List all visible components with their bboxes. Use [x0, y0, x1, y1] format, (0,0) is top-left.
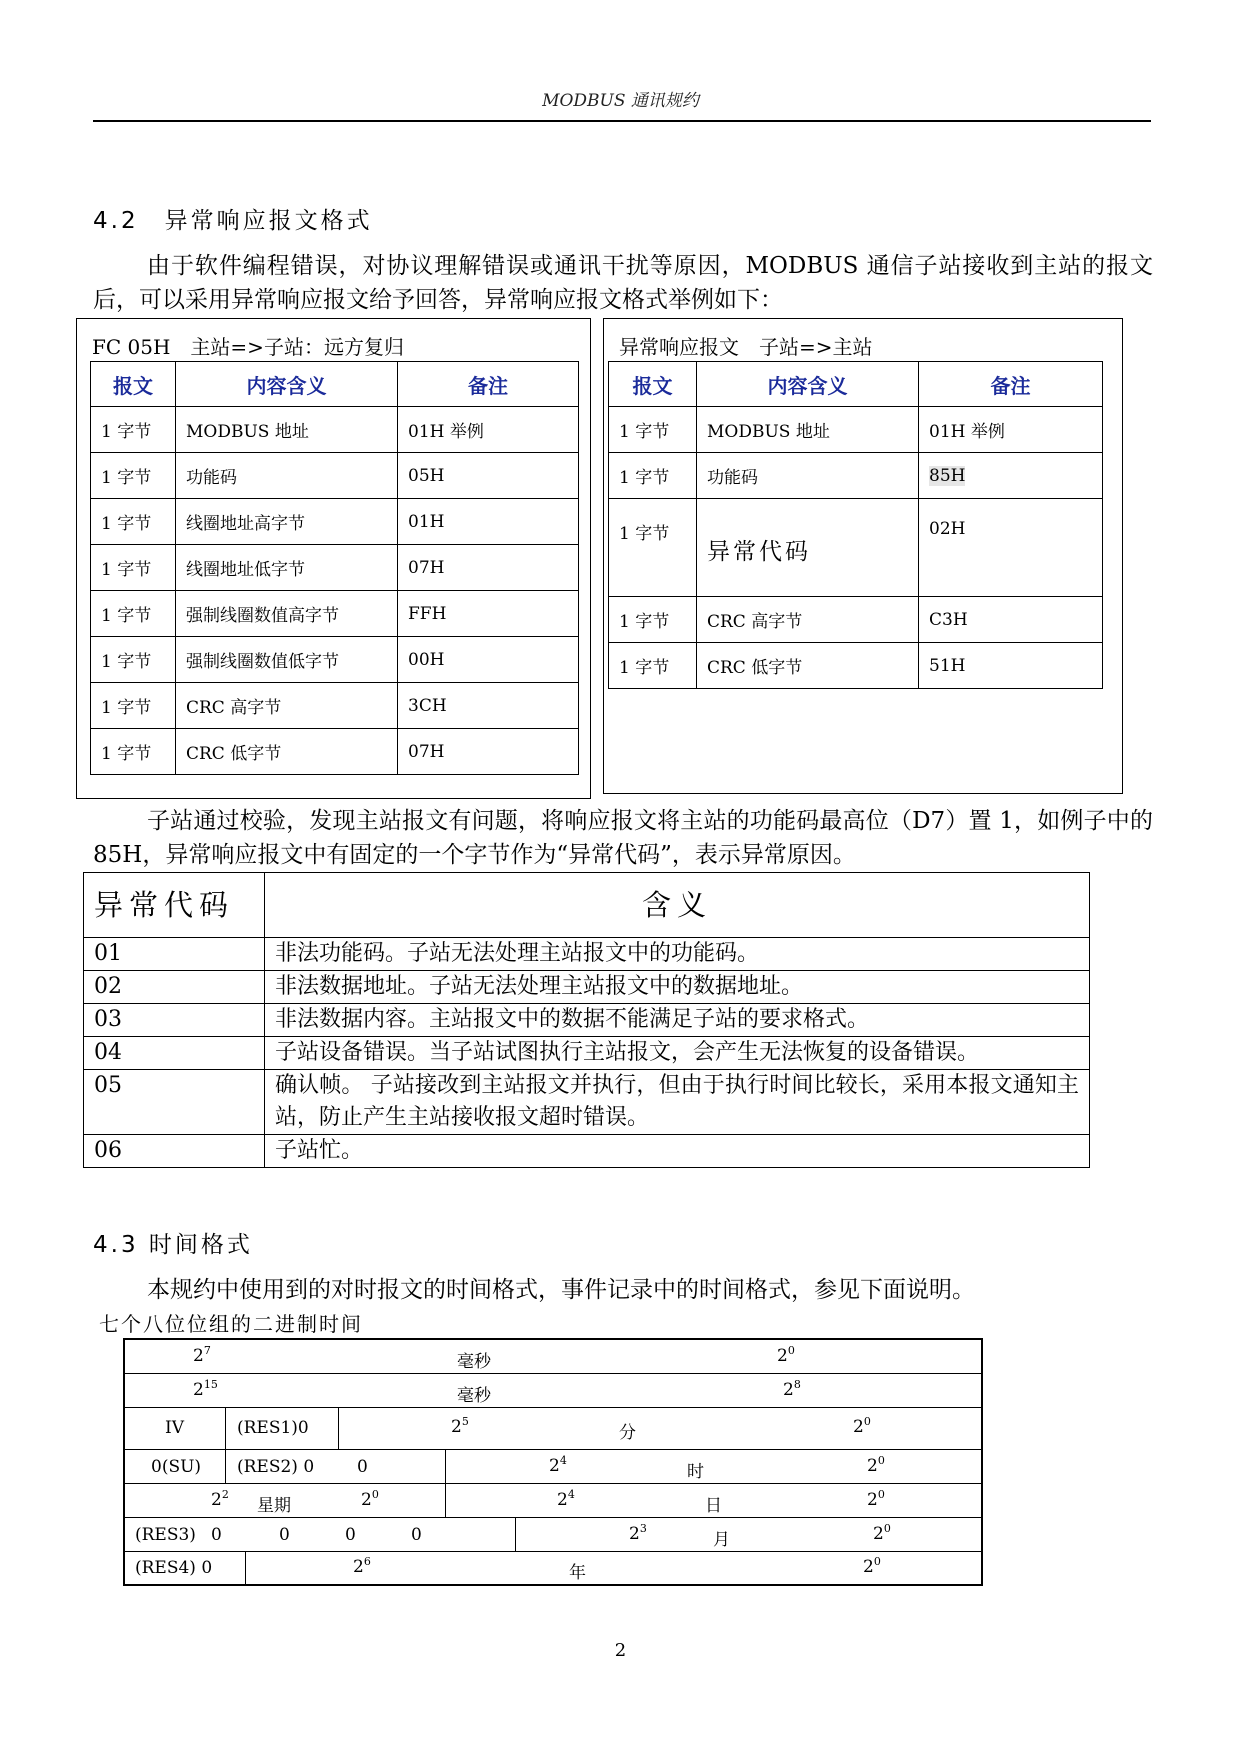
section-4-2-explanation: 子站通过校验，发现主站报文有问题，将响应报文将主站的功能码最高位（D7）置 1，如例子中的 85H，异常响应报文中有固定的一个字节作为“异常代码”，表示异常原因。 — [93, 808, 1153, 868]
cell: 1 字节 — [91, 591, 176, 637]
bit-low: $2^8$ — [783, 1378, 801, 1400]
code-cell: 02 — [84, 971, 265, 1004]
table-row — [609, 453, 1103, 499]
weekday-bit-high: $2^2$ — [211, 1488, 229, 1510]
cell: 1 字节 — [91, 499, 176, 545]
col-header-remark: 备注 — [919, 362, 1103, 407]
bit-high: $2^6$ — [353, 1555, 371, 1577]
table-row — [91, 407, 579, 453]
page-number: 2 — [614, 1640, 627, 1661]
cell: 51H — [919, 643, 1103, 689]
table-row — [609, 597, 1103, 643]
table-row — [609, 407, 1103, 453]
table-row — [91, 683, 579, 729]
exception-frame-box — [603, 318, 1123, 794]
reserved-bit: (RES3) — [135, 1525, 196, 1545]
bit-low: $2^0$ — [853, 1415, 871, 1437]
header-rule — [93, 120, 1151, 122]
table-row — [84, 1070, 1090, 1135]
meaning-cell: 确认帧。 子站接改到主站报文并执行，但由于执行时间比较长，采用本报文通知主站，防止产生主站接收报文超时错误。 — [265, 1070, 1090, 1135]
cell: 1 字节 — [91, 683, 176, 729]
time-row-month — [125, 1518, 981, 1552]
cell: 强制线圈数值高字节 — [176, 591, 398, 637]
code-cell: 06 — [84, 1135, 265, 1168]
exception-frame-title: 异常响应报文 子站=>主站 — [619, 335, 873, 359]
reserved-bit: 0 — [411, 1525, 422, 1545]
cell: 3CH — [398, 683, 579, 729]
section-4-3-heading: 4.3 时间格式 — [93, 1232, 253, 1258]
bit-high: $2^4$ — [549, 1454, 567, 1476]
cell: 1 字节 — [91, 637, 176, 683]
cell: 01H 举例 — [398, 407, 579, 453]
cell: 1 字节 — [609, 453, 697, 499]
col-header-meaning: 含义 — [265, 873, 1090, 938]
reserved-bit: 0 — [279, 1525, 290, 1545]
col-header-frame: 报文 — [91, 362, 176, 407]
table-header-row — [609, 362, 1103, 407]
highlighted-function-code: 85H — [929, 465, 966, 486]
reserved-bit: (RES1)0 — [237, 1418, 309, 1438]
section-4-2-intro: 由于软件编程错误，对协议理解错误或通讯干扰等原因，MODBUS 通信子站接收到主站的报文后，可以采用异常响应报文给予回答，异常响应报文格式举例如下： — [93, 253, 1153, 313]
summer-time-flag: 0(SU) — [151, 1457, 202, 1477]
table-header-row — [84, 873, 1090, 938]
cell: 线圈地址低字节 — [176, 545, 398, 591]
table-row — [84, 938, 1090, 971]
time-row-minute — [125, 1408, 981, 1450]
cell: 02H — [919, 499, 1103, 597]
bit-high: $2^7$ — [193, 1344, 211, 1366]
request-frame-table — [90, 361, 579, 775]
exception-frame-table — [608, 361, 1103, 689]
table-row — [91, 499, 579, 545]
time-format-caption: 七个八位位组的二进制时间 — [99, 1312, 363, 1336]
col-header-code: 异常代码 — [84, 873, 265, 938]
cell: 07H — [398, 729, 579, 775]
table-row — [91, 453, 579, 499]
field-label: 年 — [569, 1563, 586, 1583]
bit-low: $2^0$ — [873, 1522, 891, 1544]
reserved-bit: (RES4) 0 — [135, 1558, 213, 1578]
time-row-ms-high — [125, 1374, 981, 1408]
cell: 1 字节 — [91, 453, 176, 499]
cell: 1 字节 — [609, 407, 697, 453]
cell: C3H — [919, 597, 1103, 643]
cell: 功能码 — [697, 453, 919, 499]
col-header-meaning: 内容含义 — [697, 362, 919, 407]
bit-low: $2^0$ — [863, 1555, 881, 1577]
reserved-bit: (RES2) 0 — [237, 1457, 315, 1477]
cell: 1 字节 — [91, 545, 176, 591]
table-row — [91, 729, 579, 775]
table-header-row — [91, 362, 579, 407]
cell: 00H — [398, 637, 579, 683]
cell: 01H 举例 — [919, 407, 1103, 453]
table-row — [609, 499, 1103, 597]
request-frame-box — [76, 318, 591, 799]
cell: FFH — [398, 591, 579, 637]
code-cell: 01 — [84, 938, 265, 971]
time-row-hour — [125, 1450, 981, 1484]
cell: MODBUS 地址 — [697, 407, 919, 453]
cell: 强制线圈数值低字节 — [176, 637, 398, 683]
cell: 功能码 — [176, 453, 398, 499]
field-label: 毫秒 — [457, 1352, 491, 1372]
table-row — [84, 971, 1090, 1004]
field-label: 毫秒 — [457, 1386, 491, 1406]
running-header: MODBUS 通讯规约 — [542, 91, 699, 111]
bit-low: $2^0$ — [867, 1454, 885, 1476]
col-header-frame: 报文 — [609, 362, 697, 407]
table-row — [609, 643, 1103, 689]
table-row — [91, 637, 579, 683]
bit-high: $2^5$ — [451, 1415, 469, 1437]
invalid-flag: IV — [165, 1418, 184, 1438]
cell: 05H — [398, 453, 579, 499]
weekday-label: 星期 — [257, 1496, 291, 1516]
section-4-2-heading: 4.2 异常响应报文格式 — [93, 208, 373, 234]
cell: 07H — [398, 545, 579, 591]
cell: 1 字节 — [91, 407, 176, 453]
section-4-3-intro: 本规约中使用到的对时报文的时间格式，事件记录中的时间格式，参见下面说明。 — [147, 1277, 975, 1303]
col-header-remark: 备注 — [398, 362, 579, 407]
time-row-ms-low — [125, 1340, 981, 1374]
bit-high: $2^3$ — [629, 1522, 647, 1544]
table-row — [84, 1135, 1090, 1168]
field-label: 日 — [705, 1496, 722, 1516]
meaning-cell: 非法数据地址。子站无法处理主站报文中的数据地址。 — [265, 971, 1090, 1004]
bit-low: $2^0$ — [867, 1488, 885, 1510]
cell: 线圈地址高字节 — [176, 499, 398, 545]
reserved-bit: 0 — [211, 1525, 222, 1545]
cell: 1 字节 — [609, 597, 697, 643]
field-label: 分 — [619, 1423, 636, 1443]
code-cell: 05 — [84, 1070, 265, 1135]
weekday-bit-low: $2^0$ — [361, 1488, 379, 1510]
reserved-bit: 0 — [345, 1525, 356, 1545]
table-row — [91, 591, 579, 637]
meaning-cell: 非法功能码。子站无法处理主站报文中的功能码。 — [265, 938, 1090, 971]
time-format-table — [123, 1338, 983, 1586]
table-row — [84, 1004, 1090, 1037]
time-row-year — [125, 1552, 981, 1584]
cell: CRC 低字节 — [697, 643, 919, 689]
time-row-day — [125, 1484, 981, 1518]
code-cell: 03 — [84, 1004, 265, 1037]
code-cell: 04 — [84, 1037, 265, 1070]
reserved-bit: 0 — [357, 1457, 368, 1477]
cell: 异常代码 — [697, 499, 919, 597]
table-row — [91, 545, 579, 591]
cell: CRC 低字节 — [176, 729, 398, 775]
bit-low: $2^0$ — [777, 1344, 795, 1366]
bit-high: $2^4$ — [557, 1488, 575, 1510]
bit-high: $2^{15}$ — [193, 1378, 218, 1400]
cell: 1 字节 — [91, 729, 176, 775]
col-header-meaning: 内容含义 — [176, 362, 398, 407]
meaning-cell: 子站设备错误。当子站试图执行主站报文，会产生无法恢复的设备错误。 — [265, 1037, 1090, 1070]
field-label: 时 — [687, 1462, 704, 1482]
meaning-cell: 非法数据内容。主站报文中的数据不能满足子站的要求格式。 — [265, 1004, 1090, 1037]
cell: 1 字节 — [609, 643, 697, 689]
cell: 1 字节 — [609, 499, 697, 597]
cell — [919, 453, 1103, 499]
cell: CRC 高字节 — [176, 683, 398, 729]
field-label: 月 — [713, 1530, 730, 1550]
cell: 01H — [398, 499, 579, 545]
meaning-cell: 子站忙。 — [265, 1135, 1090, 1168]
cell: MODBUS 地址 — [176, 407, 398, 453]
cell: CRC 高字节 — [697, 597, 919, 643]
table-row — [84, 1037, 1090, 1070]
request-frame-title: FC 05H 主站=>子站：远方复归 — [92, 335, 404, 359]
exception-code-table — [83, 872, 1090, 1168]
